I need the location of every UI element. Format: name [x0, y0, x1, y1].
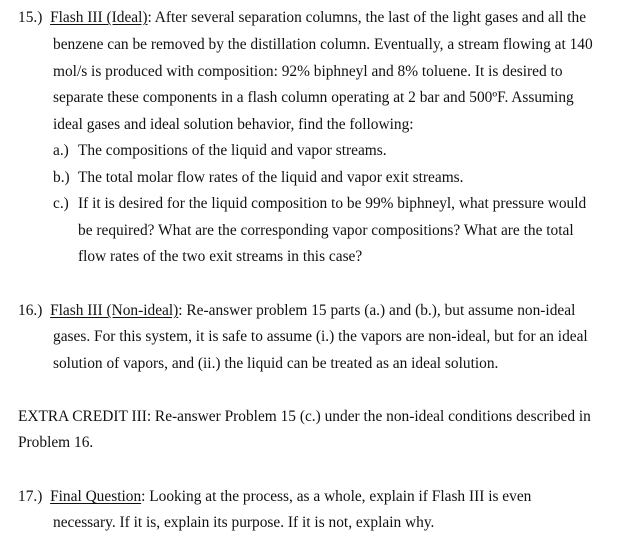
extra-credit-line-1: EXTRA CREDIT III: Re-answer Problem 15 (c.) under the non-ideal conditions described in — [18, 408, 591, 425]
problem-16-line-2: gases. For this system, it is safe to assume (i.) the vapors are non-ideal, but for an ideal — [53, 328, 588, 345]
problem-15-part-c-line-1: If it is desired for the liquid composition to be 99% biphneyl, what pressure would — [78, 195, 587, 212]
problem-15-part-c-label: c.) — [53, 195, 69, 212]
problem-17-text: : Looking at the process, as a whole, explain if Flash III is even — [141, 488, 532, 505]
problem-15-text: : After several separation columns, the last of the light gases and all the — [147, 9, 587, 26]
problem-15-part-c-line-3: flow rates of the two exit streams in this case? — [78, 248, 363, 265]
problem-16-line-3: solution of vapors, and (ii.) the liquid can be treated as an ideal solution. — [53, 355, 499, 372]
extra-credit-line-2: Problem 16. — [18, 434, 94, 451]
problem-16-number: 16.) — [18, 302, 43, 319]
problem-15-line-1 — [18, 9, 586, 27]
problem-15-part-a-label: a.) — [53, 142, 69, 159]
problem-15-part-c-line-2: be required? What are the corresponding vapor compositions? What are the total — [78, 222, 574, 239]
problem-16-text: : Re-answer problem 15 parts (a.) and (b.), but assume non-ideal — [178, 302, 576, 319]
problem-15-part-b-label: b.) — [53, 169, 70, 186]
problem-15-line-5: ideal gases and ideal solution behavior, find the following: — [53, 116, 414, 133]
problem-17-line-2: necessary. If it is, explain its purpose. If it is not, explain why. — [53, 514, 435, 531]
problem-17-number: 17.) — [18, 488, 43, 505]
problem-15-number: 15.) — [18, 9, 43, 26]
problem-17-title: Final Question — [50, 488, 142, 505]
problem-15-line-4: separate these components in a flash column operating at 2 bar and 500ºF. Assuming — [53, 89, 574, 106]
problem-15-title: Flash III (Ideal) — [50, 9, 148, 26]
problem-16-title: Flash III (Non-ideal) — [50, 302, 179, 319]
problem-17-line-1 — [18, 488, 531, 506]
problem-15-line-2: benzene can be removed by the distillation column. Eventually, a stream flowing at 140 — [53, 36, 593, 53]
problem-15-part-a-text: The compositions of the liquid and vapor streams. — [78, 142, 387, 159]
problem-15-part-b-text: The total molar flow rates of the liquid and vapor exit streams. — [78, 169, 464, 186]
problem-15-line-3: mol/s is produced with composition: 92% biphneyl and 8% toluene. It is desired to — [53, 63, 563, 80]
problem-16-line-1 — [18, 302, 575, 320]
